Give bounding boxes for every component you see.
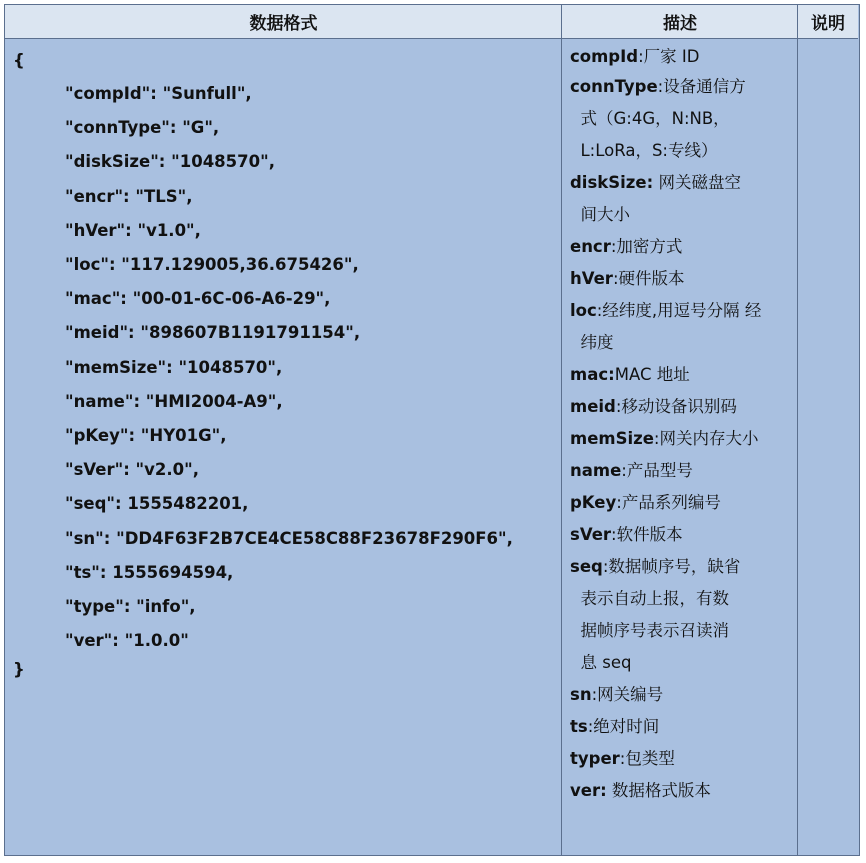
- description-key: seq: [570, 557, 603, 576]
- json-cell: [5, 39, 561, 855]
- description-line: [570, 359, 690, 391]
- description-line: [570, 647, 631, 679]
- description-line: [570, 775, 711, 807]
- description-key: compId: [570, 47, 639, 66]
- json-close-brace: }: [13, 660, 25, 679]
- json-line: "mac": "00-01-6C-06-A6-29",: [65, 289, 331, 309]
- description-line: [570, 615, 729, 647]
- description-text: :设备通信方: [657, 77, 746, 96]
- description-line: [570, 679, 663, 711]
- header-description: 描述: [562, 5, 798, 39]
- description-key: meid: [570, 397, 616, 416]
- json-line: "encr": "TLS",: [65, 186, 193, 206]
- description-key: ver:: [570, 781, 607, 800]
- description-line: [570, 263, 685, 295]
- description-text: L:LoRa，S:专线）: [570, 141, 718, 160]
- description-text: :经纬度,用逗号分隔 经: [596, 301, 762, 320]
- json-line: "seq": 1555482201,: [65, 494, 249, 514]
- description-line: [570, 391, 737, 423]
- description-text: 据帧序号表示召读消: [570, 621, 729, 640]
- description-key: sVer: [570, 525, 612, 544]
- description-cell: [562, 39, 797, 855]
- description-text: :厂家 ID: [638, 47, 700, 66]
- description-key: pKey: [570, 493, 617, 512]
- description-text: :网关编号: [591, 685, 664, 704]
- json-line: "sVer": "v2.0",: [65, 460, 199, 480]
- description-text: :移动设备识别码: [615, 397, 737, 416]
- description-text: :数据帧序号，缺省: [602, 557, 741, 576]
- description-key: encr: [570, 237, 611, 256]
- description-line: [570, 551, 740, 583]
- header-note: 说明: [798, 5, 858, 39]
- json-line: "connType": "G",: [65, 118, 220, 138]
- description-line: [570, 231, 682, 263]
- json-open-brace: {: [13, 51, 25, 70]
- description-text: :硬件版本: [612, 269, 685, 288]
- description-line: [570, 103, 730, 135]
- json-line: "ts": 1555694594,: [65, 562, 234, 582]
- description-key: hVer: [570, 269, 613, 288]
- json-line: "memSize": "1048570",: [65, 357, 283, 377]
- description-text: 息 seq: [570, 653, 632, 672]
- description-key: mac:: [570, 365, 615, 384]
- description-line: [570, 295, 761, 327]
- description-text: :软件版本: [611, 525, 683, 544]
- description-line: [570, 583, 729, 615]
- description-key: connType: [570, 77, 658, 96]
- json-line: "loc": "117.129005,36.675426",: [65, 255, 359, 274]
- json-line: "ver": "1.0.0": [65, 631, 189, 651]
- description-line: [570, 167, 741, 199]
- json-line: "hVer": "v1.0",: [65, 220, 201, 240]
- json-line: "compId": "Sunfull",: [65, 84, 252, 103]
- description-line: [570, 199, 630, 231]
- header-format: 数据格式: [5, 5, 562, 39]
- description-line: [570, 41, 699, 73]
- json-line: "diskSize": "1048570",: [65, 152, 275, 172]
- description-text: 间大小: [570, 205, 630, 224]
- description-line: [570, 487, 721, 519]
- description-line: [570, 71, 746, 103]
- description-line: [570, 327, 614, 359]
- description-text: :加密方式: [610, 237, 683, 256]
- description-key: diskSize:: [570, 173, 654, 192]
- description-text: 表示自动上报，有数: [570, 589, 729, 608]
- json-line: "pKey": "HY01G",: [65, 426, 227, 445]
- description-text: :绝对时间: [587, 717, 660, 736]
- description-text: MAC 地址: [614, 365, 690, 384]
- description-line: [570, 135, 718, 167]
- description-text: 式（G:4G，N:NB，: [570, 109, 730, 128]
- description-text: :产品系列编号: [616, 493, 721, 512]
- description-key: sn: [570, 685, 592, 704]
- data-format-table: [4, 4, 860, 856]
- description-key: loc: [570, 301, 597, 320]
- description-text: :产品型号: [621, 461, 693, 480]
- description-key: memSize: [570, 429, 654, 448]
- description-text: 网关磁盘空: [653, 173, 741, 192]
- description-line: [570, 711, 659, 743]
- json-line: "type": "info",: [65, 597, 196, 616]
- description-key: name: [570, 461, 622, 480]
- description-text: :网关内存大小: [653, 429, 759, 448]
- description-text: :包类型: [619, 749, 675, 768]
- description-text: 纬度: [570, 333, 614, 352]
- json-line: "meid": "898607B1191791154",: [65, 323, 361, 343]
- note-cell: [798, 39, 858, 855]
- description-key: typer: [570, 749, 620, 768]
- description-line: [570, 743, 675, 775]
- json-line: "sn": "DD4F63F2B7CE4CE58C88F23678F290F6",: [65, 528, 513, 548]
- json-line: "name": "HMI2004-A9",: [65, 391, 283, 411]
- description-line: [570, 455, 693, 487]
- description-line: [570, 423, 758, 455]
- description-text: 数据格式版本: [606, 781, 711, 800]
- description-line: [570, 519, 683, 551]
- description-key: ts: [570, 717, 588, 736]
